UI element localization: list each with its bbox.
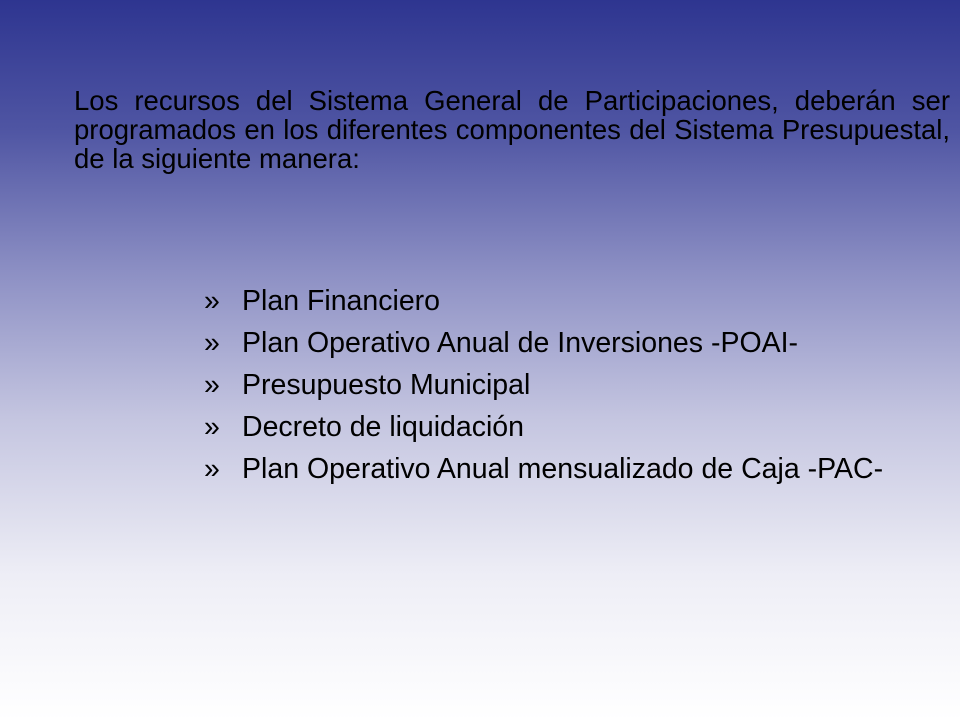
intro-paragraph: Los recursos del Sistema General de Participaciones, deberán ser programados en los diferentes componentes del Sistema Presupuestal, de la siguiente manera: bbox=[74, 85, 950, 174]
list-item-text: Plan Financiero bbox=[242, 285, 441, 317]
list-item-text: Plan Operativo Anual de Inversiones -POAI- bbox=[242, 327, 799, 359]
list-item bbox=[196, 454, 950, 484]
bullet-list bbox=[196, 286, 950, 496]
bullet-marker-icon: » bbox=[204, 327, 220, 359]
list-item bbox=[196, 370, 950, 400]
bullet-marker-icon: » bbox=[204, 285, 220, 317]
bullet-marker-icon: » bbox=[204, 369, 220, 401]
list-item-text: Plan Operativo Anual mensualizado de Caja -PAC- bbox=[242, 453, 884, 485]
list-item-text: Presupuesto Municipal bbox=[242, 369, 531, 401]
bullet-marker-icon: » bbox=[204, 411, 220, 443]
list-item bbox=[196, 286, 950, 316]
list-item bbox=[196, 328, 950, 358]
list-item bbox=[196, 412, 950, 442]
bullet-marker-icon: » bbox=[204, 453, 220, 485]
list-item-text: Decreto de liquidación bbox=[242, 411, 525, 443]
